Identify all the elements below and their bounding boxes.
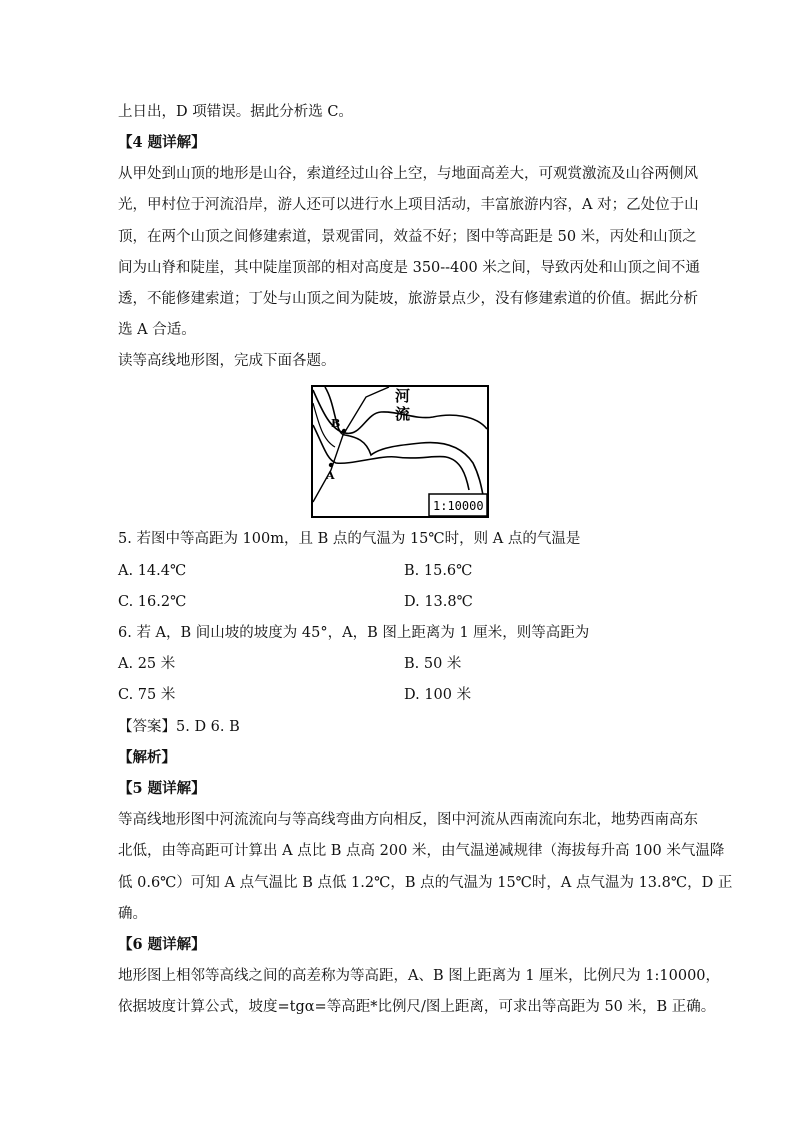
text-line-4: 光，甲村位于河流沿岸，游人还可以进行水上项目活动，丰富旅游内容，A 对；乙处位于山 [118, 197, 699, 213]
q5-explain-line-2: 北低，由等高距可计算出 A 点比 B 点高 200 米，由气温递减规律（海拔每升高 100 米气温降 [118, 843, 725, 859]
instruction-line: 读等高线地形图，完成下面各题。 [118, 353, 336, 369]
q5-option-b: B. 15.6℃ [404, 563, 473, 579]
q5-explain-line-3: 低 0.6℃）可知 A 点气温比 B 点低 1.2℃，B 点的气温为 15℃时，A 点气温为 13.8℃，D 正 [118, 875, 733, 891]
analysis-heading: 【解析】 [118, 749, 176, 766]
q5-stem: 5. 若图中等高距为 100m，且 B 点的气温为 15℃时，则 A 点的气温是 [118, 531, 581, 547]
river-label-2: 流 [395, 405, 411, 423]
river-label-1: 河 [395, 387, 411, 405]
q6-explain-line-1: 地形图上相邻等高线之间的高差称为等高距，A、B 图上距离为 1 厘米，比例尺为 1:10000， [118, 968, 721, 984]
text-line-3: 从甲处到山顶的地形是山谷，索道经过山谷上空，与地面高差大，可观赏激流及山谷两侧风 [118, 166, 698, 182]
answer-line: 【答案】5. D 6. B [118, 719, 240, 735]
point-b-marker [342, 429, 346, 433]
point-a-label: A [326, 469, 335, 482]
q4-detail-heading: 【4 题详解】 [118, 134, 206, 151]
q6-detail-heading: 【6 题详解】 [118, 936, 206, 953]
q5-explain-line-4: 确。 [118, 906, 147, 922]
q5-option-c: C. 16.2℃ [118, 594, 187, 610]
q6-stem: 6. 若 A，B 间山坡的坡度为 45°，A，B 图上距离为 1 厘米，则等高距为 [118, 625, 590, 641]
text-line-5: 顶，在两个山顶之间修建索道，景观雷同，效益不好；图中等高距是 50 米，丙处和山顶之 [118, 229, 697, 245]
q6-explain-line-2: 依据坡度计算公式，坡度=tgα=等高距*比例尺/图上距离，可求出等高距为 50 米，B 正确。 [118, 999, 716, 1015]
q5-option-a: A. 14.4℃ [118, 563, 187, 579]
q5-option-d: D. 13.8℃ [404, 594, 473, 610]
q5-explain-line-1: 等高线地形图中河流流向与等高线弯曲方向相反，图中河流从西南流向东北，地势西南高东 [118, 812, 698, 828]
contour-map-figure [311, 385, 489, 518]
point-a-marker [329, 463, 333, 467]
text-line-6: 间为山脊和陡崖，其中陡崖顶部的相对高度是 350--400 米之间，导致丙处和山顶之间不通 [118, 260, 700, 276]
q6-option-b: B. 50 米 [404, 656, 462, 672]
q6-option-c: C. 75 米 [118, 687, 176, 703]
scale-label: 1:10000 [433, 499, 484, 513]
text-line-8: 选 A 合适。 [118, 322, 196, 338]
point-b-label: B [331, 417, 341, 430]
text-line-1: 上日出，D 项错误。据此分析选 C。 [118, 104, 353, 120]
text-line-7: 透，不能修建索道；丁处与山顶之间为陡坡，旅游景点少，没有修建索道的价值。据此分析 [118, 291, 698, 307]
q5-detail-heading: 【5 题详解】 [118, 780, 206, 797]
q6-option-d: D. 100 米 [404, 687, 472, 703]
q6-option-a: A. 25 米 [118, 656, 176, 672]
